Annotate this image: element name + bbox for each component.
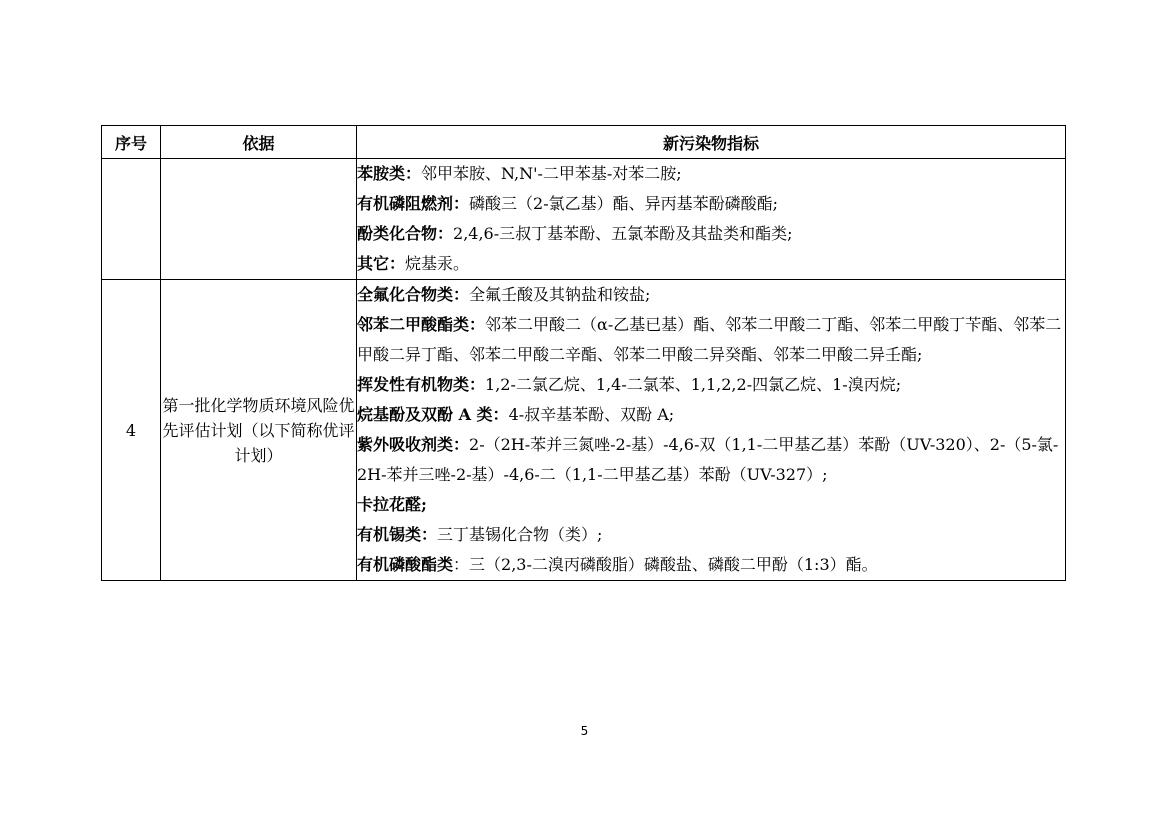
pollutant-table [101,125,1066,581]
header-pollutant-indicators: 新污染物指标 [357,126,1066,159]
row-indicators [357,280,1066,581]
indicator-category: 其它： [357,254,406,273]
indicator-category: 有机锡类： [357,525,438,544]
indicator-text: ：三（2,3-二溴丙磷酸脂）磷酸盐、磷酸二甲酚（1:3）酯。 [453,555,878,574]
indicator-category: 紫外吸收剂类： [357,435,470,454]
indicator-category: 烷基酚及双酚 A 类： [357,405,509,424]
row-basis: 第一批化学物质环境风险优先评估计划（以下简称优评计划） [161,280,357,581]
indicator-category: 挥发性有机物类： [357,375,486,394]
indicator-item [357,490,1065,520]
indicator-category: 邻苯二甲酸酯类： [357,315,486,334]
table-row [102,159,1066,280]
header-serial-number: 序号 [102,126,161,159]
indicator-text: 烷基汞。 [405,254,470,273]
indicator-text: 磷酸三（2-氯乙基）酯、异丙基苯酚磷酸酯; [469,194,778,213]
indicator-item [357,189,1065,219]
indicator-text: 2-（2H-苯并三氮唑-2-基）-4,6-双（1,1-二甲基乙基）苯酚（UV-320）、2-（5-氯-2H-苯并三唑-2-基）-4,6-二（1,1-二甲基乙基）苯酚（UV-327）; [357,435,1059,484]
indicator-text: 1,2-二氯乙烷、1,4-二氯苯、1,1,2,2-四氯乙烷、1-溴丙烷; [485,375,902,394]
row-serial-number: 4 [102,280,161,581]
indicator-category: 卡拉花醛; [357,495,427,514]
indicator-item [357,430,1065,490]
indicator-text: 2,4,6-三叔丁基苯酚、五氯苯酚及其盐类和酯类; [453,224,793,243]
indicator-text: 邻甲苯胺、N,N'-二甲苯基-对苯二胺; [421,164,682,183]
indicator-category: 有机磷阻燃剂： [357,194,470,213]
table-header-row [102,126,1066,159]
row-serial-number [102,159,161,280]
row-indicators [357,159,1066,280]
indicator-text: 4-叔辛基苯酚、双酚 A; [508,405,675,424]
indicator-item [357,159,1065,189]
indicator-category: 酚类化合物： [357,224,454,243]
indicator-item [357,550,1065,580]
table-row [102,280,1066,581]
indicator-category: 苯胺类： [357,164,422,183]
indicator-text: 全氟壬酸及其钠盐和铵盐; [469,285,651,304]
indicator-item [357,370,1065,400]
page-number: 5 [580,724,589,738]
indicator-item [357,280,1065,310]
row-basis [161,159,357,280]
indicator-item [357,249,1065,279]
indicator-item [357,310,1065,370]
indicator-category: 有机磷酸酯类 [357,555,454,574]
header-basis: 依据 [161,126,357,159]
indicator-item [357,520,1065,550]
indicator-category: 全氟化合物类： [357,285,470,304]
indicator-text: 三丁基锡化合物（类）; [437,525,603,544]
indicator-item [357,400,1065,430]
indicator-text: 邻苯二甲酸二（α-乙基已基）酯、邻苯二甲酸二丁酯、邻苯二甲酸丁苄酯、邻苯二甲酸二异丁酯、邻苯二甲酸二辛酯、邻苯二甲酸二异癸酯、邻苯二甲酸二异壬酯; [357,315,1062,364]
indicator-item [357,219,1065,249]
